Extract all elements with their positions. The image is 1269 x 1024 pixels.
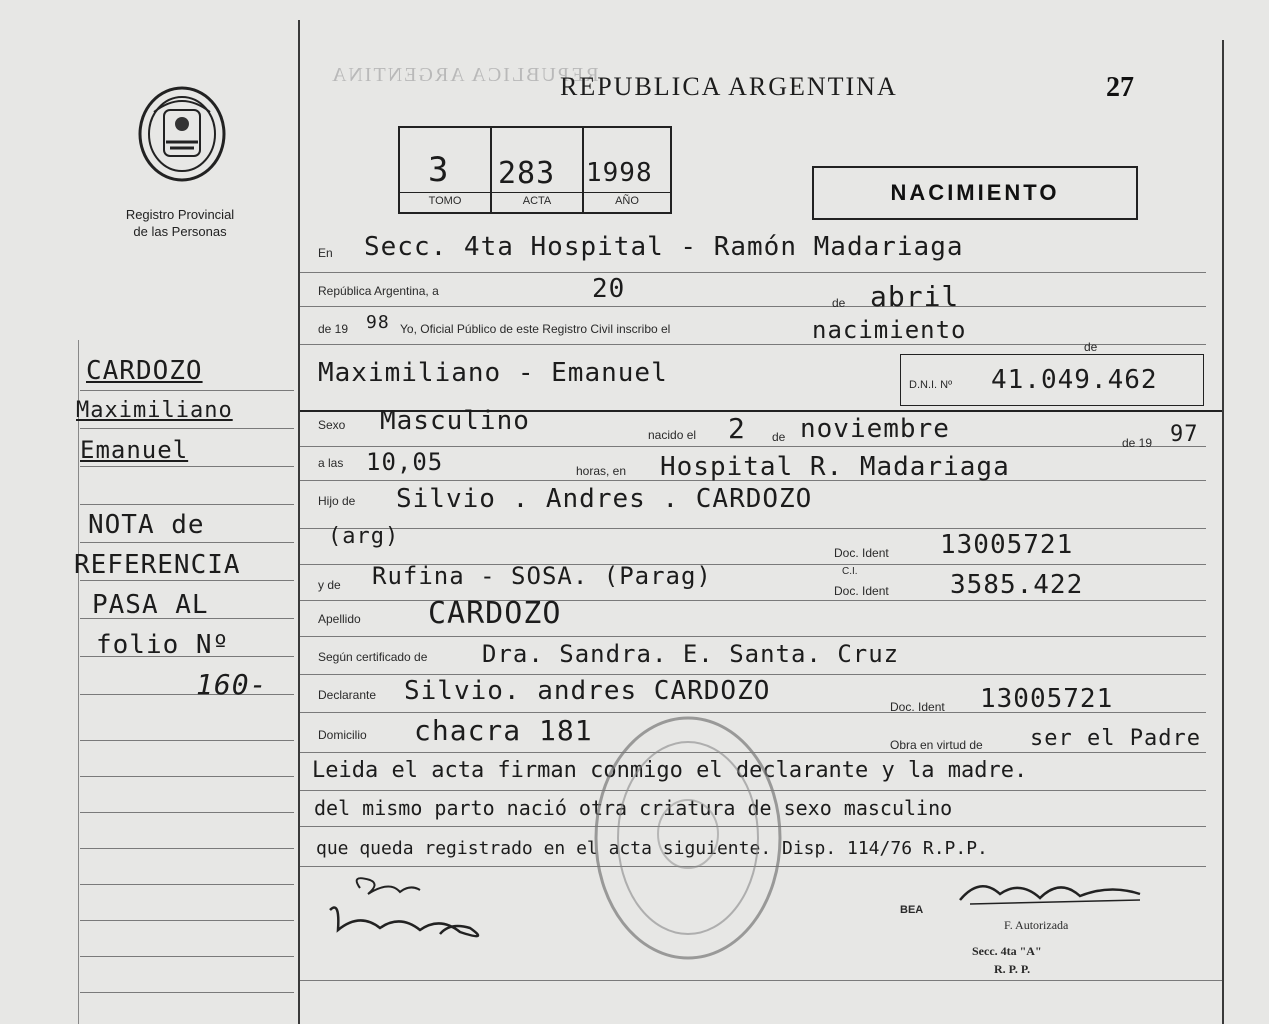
- doc-label: Doc. Ident: [834, 546, 889, 560]
- yde-label: y de: [318, 578, 341, 592]
- horas-label: horas, en: [576, 464, 627, 478]
- child-name: Maximiliano - Emanuel: [318, 358, 668, 388]
- margin-divider: [298, 20, 300, 1024]
- registry-line1: Registro Provincial: [125, 207, 235, 222]
- declarante-label: Declarante: [318, 688, 377, 702]
- de-label: de: [832, 296, 846, 310]
- signatory-rpp: R. P. P.: [994, 962, 1031, 976]
- mother-value: Rufina - SOSA. (Parag): [372, 562, 712, 590]
- mother-doc: 3585.422: [950, 570, 1084, 600]
- en-label: En: [318, 246, 333, 260]
- registry-line2: de las Personas: [133, 224, 227, 239]
- margin-rule: [80, 580, 294, 581]
- apellido-value: CARDOZO: [428, 596, 562, 631]
- margin-note3: PASA AL: [92, 590, 209, 620]
- acta-cell: [492, 128, 584, 212]
- record-box: [398, 126, 672, 214]
- margin-note4: folio Nº: [96, 630, 230, 660]
- obra-label: Obra en virtud de: [890, 738, 983, 752]
- dni-label: D.N.I. Nº: [909, 379, 953, 391]
- form-rule: [300, 306, 1206, 307]
- form-rule: [300, 674, 1206, 675]
- official-stamp-icon: [588, 708, 788, 968]
- signatory-role: F. Autorizada: [1004, 918, 1069, 932]
- alas-label: a las: [318, 456, 344, 470]
- official-text: Yo, Oficial Público de este Registro Civil inscribo el: [400, 322, 671, 336]
- country-title: REPUBLICA ARGENTINA: [560, 72, 898, 101]
- margin-note2: REFERENCIA: [74, 550, 241, 580]
- birth-day: 2: [728, 412, 746, 445]
- father-value: Silvio . Andres . CARDOZO: [396, 484, 813, 514]
- doc3-label: Doc. Ident: [890, 700, 945, 714]
- hijo-label: Hijo de: [318, 494, 356, 508]
- margin-given1: Maximiliano: [76, 398, 233, 423]
- margin-given2: Emanuel: [80, 436, 189, 464]
- father-nationality: (arg): [328, 524, 400, 549]
- declarante-value: Silvio. andres CARDOZO: [404, 676, 771, 706]
- dni-value: 41.049.462: [991, 365, 1158, 395]
- birth-year: 97: [1170, 422, 1199, 447]
- year-value: 98: [366, 312, 390, 333]
- segun-value: Dra. Sandra. E. Santa. Cruz: [482, 640, 900, 668]
- de2-label: de: [1084, 340, 1098, 354]
- margin-rule: [80, 992, 294, 993]
- day-value: 20: [592, 274, 626, 304]
- form-rule: [300, 344, 1206, 345]
- domicilio-label: Domicilio: [318, 728, 367, 742]
- margin-rule: [80, 812, 294, 813]
- page-number: 27: [1106, 72, 1134, 103]
- signature-declarant-icon: [320, 870, 510, 950]
- nacido-label: nacido el: [648, 428, 697, 442]
- margin-surname: CARDOZO: [86, 356, 203, 386]
- year-prefix: de 19: [318, 322, 349, 336]
- obra-value: ser el Padre: [1030, 726, 1201, 751]
- margin-rule: [80, 428, 294, 429]
- margin-rule: [80, 884, 294, 885]
- father-doc: 13005721: [940, 530, 1074, 560]
- right-border: [1222, 40, 1224, 1024]
- apellido-label: Apellido: [318, 612, 361, 626]
- margin-rule: [80, 848, 294, 849]
- bleed-through-text: REPUBLICA ARGENTINA: [330, 64, 599, 86]
- signature-officer-icon: [950, 870, 1150, 920]
- en-value: Secc. 4ta Hospital - Ramón Madariaga: [364, 232, 964, 262]
- tomo-value: 3: [428, 150, 450, 190]
- domicilio-value: chacra 181: [414, 714, 593, 747]
- birth-month: noviembre: [800, 414, 950, 444]
- segun-label: Según certificado de: [318, 650, 428, 664]
- dni-box: [900, 354, 1204, 406]
- margin-rule: [80, 956, 294, 957]
- margin-rule: [80, 466, 294, 467]
- hour-value: 10,05: [366, 448, 444, 476]
- margin-rule: [80, 390, 294, 391]
- anio-value: 1998: [586, 158, 653, 188]
- province-seal-icon: [134, 82, 230, 184]
- form-rule: [300, 528, 1206, 529]
- declarante-doc: 13005721: [980, 684, 1114, 714]
- act-type-box: NACIMIENTO: [812, 166, 1138, 220]
- form-rule: [300, 272, 1206, 273]
- form-rule: [300, 636, 1206, 637]
- margin-rule: [80, 504, 294, 505]
- margin-note5: 160-: [196, 668, 268, 701]
- sexo-value: Masculino: [380, 406, 530, 436]
- month-value: abril: [870, 280, 960, 313]
- tomo-label: TOMO: [400, 192, 490, 207]
- note-line-2: del mismo parto nació otra criatura de sexo masculino: [314, 796, 953, 820]
- note-line-3: que queda registrado en el acta siguiente. Disp. 114/76 R.P.P.: [316, 838, 988, 859]
- left-border: [78, 340, 79, 1024]
- margin-rule: [80, 740, 294, 741]
- acta-label: ACTA: [492, 192, 582, 207]
- tomo-cell: [400, 128, 492, 212]
- signatory-prefix: BEA: [900, 904, 924, 916]
- margin-note1: NOTA de: [88, 510, 205, 540]
- anio-label: AÑO: [584, 192, 670, 207]
- de3-label: de: [772, 430, 786, 444]
- birth-place: Hospital R. Madariaga: [660, 452, 1010, 482]
- republica-label: República Argentina, a: [318, 284, 439, 298]
- de19-label: de 19: [1122, 436, 1153, 450]
- acta-value: 283: [498, 156, 556, 191]
- form-rule: [300, 446, 1206, 447]
- signatory-section: Secc. 4ta "A": [972, 944, 1042, 958]
- margin-rule: [80, 542, 294, 543]
- doc2-label: Doc. Ident: [834, 584, 889, 598]
- note-line-1: Leida el acta firman conmigo el declarante y la madre.: [312, 758, 1028, 783]
- registry-name: [80, 206, 280, 240]
- margin-rule: [80, 776, 294, 777]
- anio-cell: [584, 128, 670, 212]
- act-value: nacimiento: [812, 316, 967, 344]
- cdoc-prefix: C.I.: [842, 566, 858, 577]
- form-rule: [300, 980, 1222, 981]
- sexo-label: Sexo: [318, 418, 346, 432]
- margin-rule: [80, 920, 294, 921]
